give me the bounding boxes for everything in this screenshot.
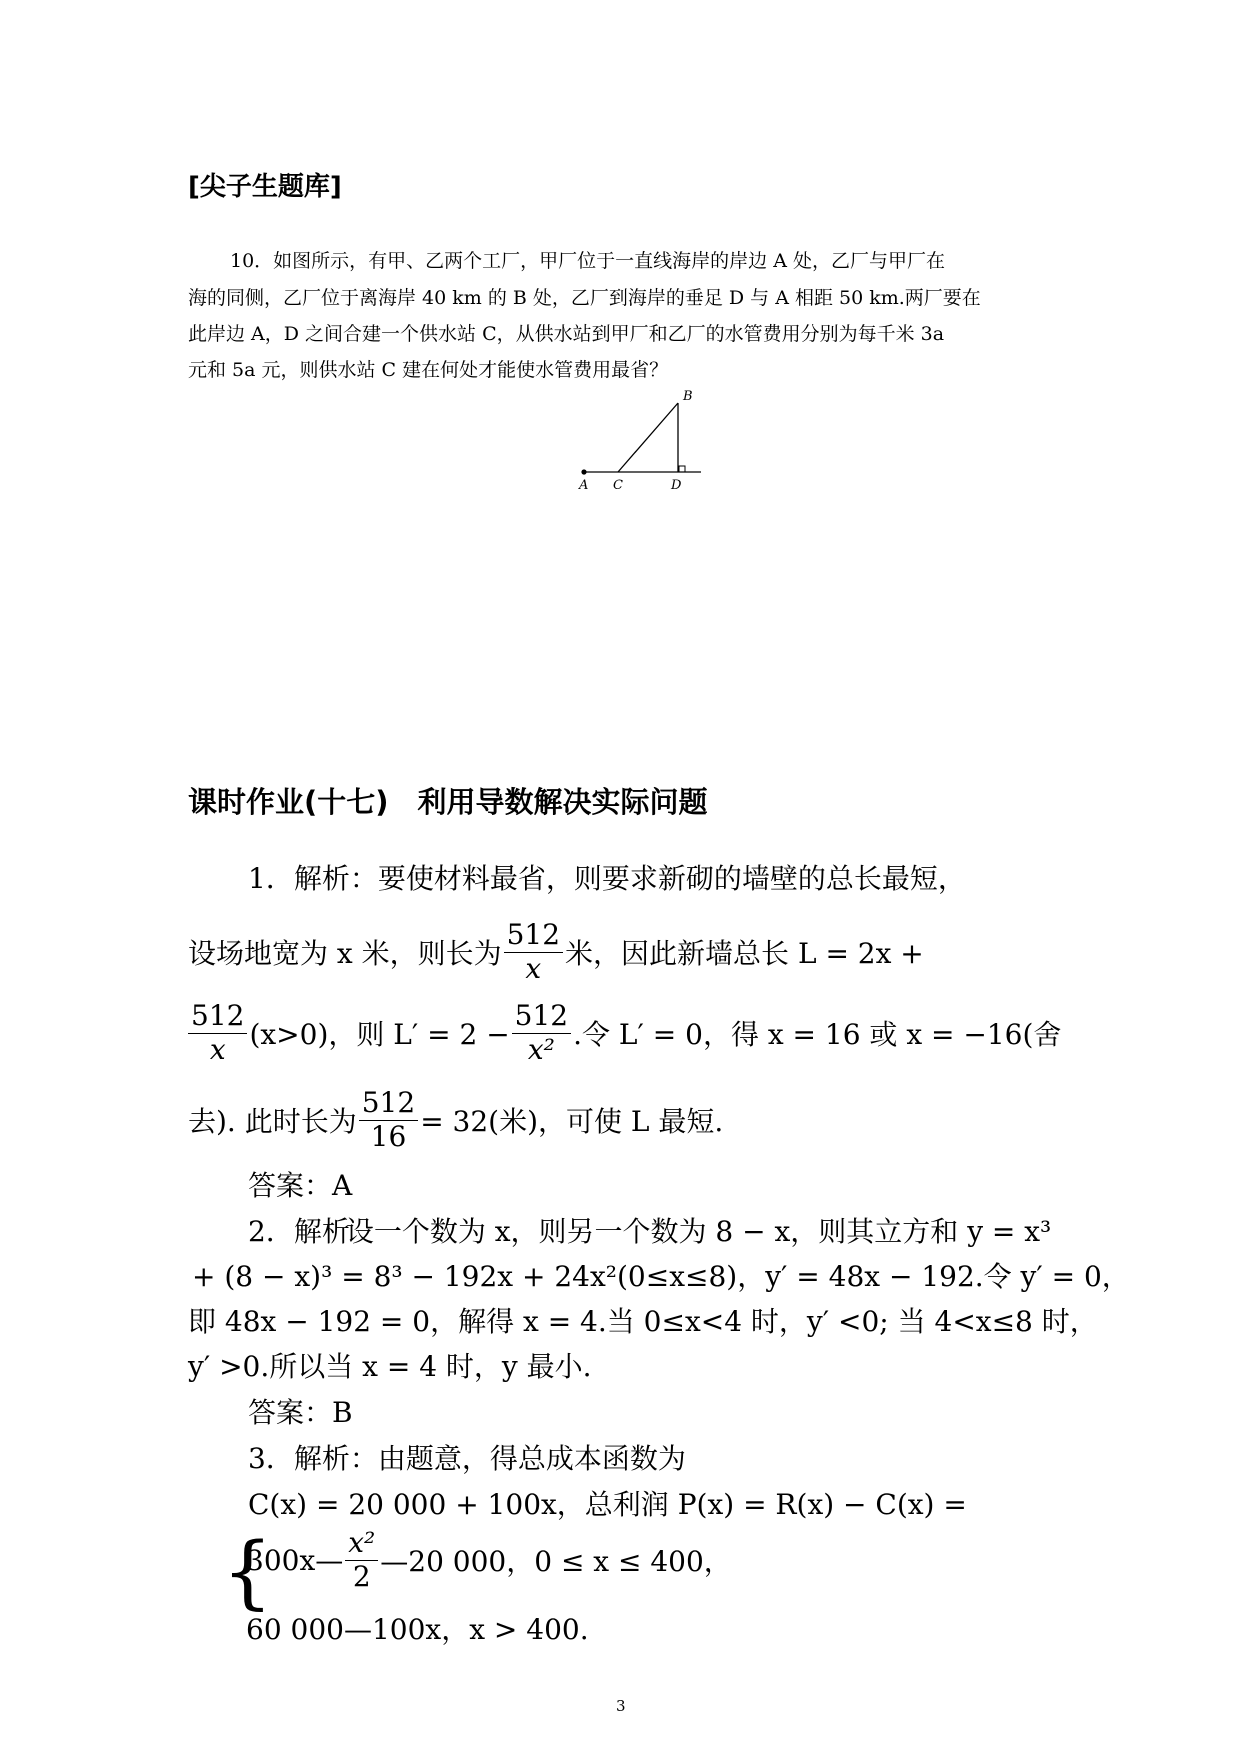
- sol3-case-1a: 300x—: [246, 1543, 344, 1577]
- sol3-line-1: 3．解析：由题意，得总成本函数为: [248, 1442, 686, 1475]
- sol1-line-4: [188, 1080, 723, 1160]
- segment-cb: [618, 403, 678, 472]
- sol1-line-4b: = 32(米)，可使 L 最短.: [420, 1105, 724, 1138]
- sol2-answer: 答案：B: [248, 1396, 353, 1429]
- sol1-line-2: [188, 912, 924, 992]
- frac1-num: 512: [504, 919, 563, 952]
- label-b: B: [683, 389, 693, 404]
- cases-brace: {: [222, 1525, 273, 1618]
- problem-10-line-4: 元和 5a 元，则供水站 C 建在何处才能使水管费用最省？: [188, 359, 669, 381]
- problem-10-line-2: 海的同侧，乙厂位于离海岸 40 km 的 B 处，乙厂到海岸的垂足 D 与 A 相距 50 km.两厂要在: [188, 287, 981, 309]
- sol1-line-1: 1．解析：要使材料最省，则要求新砌的墙壁的总长最短，: [248, 862, 966, 895]
- page-number: 3: [616, 1697, 626, 1715]
- sol2-line-4: y′ >0.所以当 x = 4 时，y 最小.: [188, 1350, 592, 1383]
- sol1-line-2a: 设场地宽为 x 米，则长为: [188, 937, 502, 970]
- sol1-line-2b: 米，因此新墙总长 L = 2x +: [565, 937, 924, 970]
- fraction-512-over-x: [504, 919, 563, 984]
- frac3-den: x²: [527, 1032, 555, 1066]
- fraction-x-squared-over-2: [345, 1527, 378, 1592]
- frac4-num: 512: [359, 1087, 418, 1120]
- sol2-line-3: 即 48x − 192 = 0，解得 x = 4.当 0≤x<4 时，y′ <0; 当 4<x≤8 时，: [188, 1305, 1098, 1338]
- label-d: D: [671, 478, 682, 493]
- frac4-den: 16: [370, 1119, 407, 1153]
- frac1-den: x: [525, 951, 542, 985]
- sol2-label: 2．解析: [248, 1215, 350, 1248]
- sol1-line-4a: 去). 此时长为: [188, 1105, 357, 1138]
- sol3-case-1: [246, 1520, 732, 1600]
- sol3-line-2: C(x) = 20 000 + 100x，总利润 P(x) = R(x) − C(x) =: [248, 1488, 967, 1521]
- sol2-line-2: + (8 − x)³ = 8³ − 192x + 24x²(0≤x≤8)，y′ = 48x − 192.令 y′ = 0，: [192, 1260, 1130, 1293]
- case1-frac-num: x²: [345, 1527, 378, 1560]
- sol1-answer: 答案：A: [248, 1169, 353, 1202]
- right-angle-mark: [679, 466, 685, 472]
- fraction-512-over-16: [359, 1087, 418, 1152]
- frac3-num: 512: [512, 1000, 571, 1033]
- point-a: [581, 469, 586, 474]
- section-header: [尖子生题库]: [188, 172, 342, 202]
- label-a: A: [579, 478, 589, 493]
- sol2-line-1-text: 设一个数为 x，则另一个数为 8 − x，则其立方和 y = x³: [345, 1215, 1052, 1248]
- sol1-line-3b: .令 L′ = 0，得 x = 16 或 x = −16(舍: [573, 1018, 1062, 1051]
- sol1-line-3a: (x>0)，则 L′ = 2 −: [249, 1018, 510, 1051]
- case1-frac-den: 2: [352, 1559, 371, 1593]
- sol1-line-3: [188, 993, 1061, 1073]
- label-c: C: [613, 478, 623, 493]
- sol2-line-1: [248, 1210, 1051, 1250]
- triangle-figure: [575, 385, 715, 495]
- fraction-512-over-x-2: [188, 1000, 247, 1065]
- sol3-case-1b: —20 000，0 ≤ x ≤ 400，: [380, 1545, 732, 1578]
- problem-10-line-1: 10．如图所示，有甲、乙两个工厂，甲厂位于一直线海岸的岸边 A 处，乙厂与甲厂在: [230, 250, 945, 272]
- sol3-case-2: 60 000—100x，x > 400.: [246, 1613, 589, 1646]
- problem-10-line-3: 此岸边 A，D 之间合建一个供水站 C，从供水站到甲厂和乙厂的水管费用分别为每千米 3a: [188, 323, 945, 345]
- frac2-den: x: [209, 1032, 226, 1066]
- fraction-512-over-x-squared: [512, 1000, 571, 1065]
- homework-title: 课时作业(十七) 利用导数解决实际问题: [188, 785, 708, 819]
- frac2-num: 512: [188, 1000, 247, 1033]
